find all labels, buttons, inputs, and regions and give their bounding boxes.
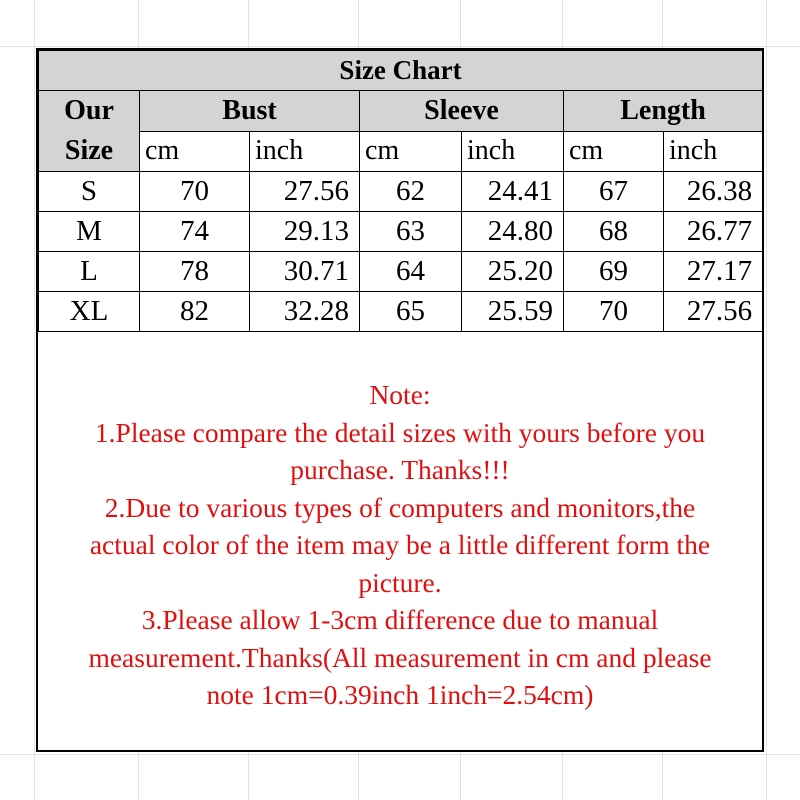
bust-inch-cell: 29.13 <box>250 212 360 252</box>
size-cell: L <box>39 252 140 292</box>
table-row <box>39 292 763 332</box>
our-size-header <box>39 91 140 172</box>
unit-cm: cm <box>564 131 664 172</box>
note-line: 1.Please compare the detail sizes with yours before you <box>94 416 706 448</box>
length-cm-cell: 68 <box>564 212 664 252</box>
length-inch-cell: 27.56 <box>664 292 763 332</box>
unit-inch: inch <box>250 131 360 172</box>
length-header: Length <box>564 91 763 132</box>
bust-inch-cell: 32.28 <box>250 292 360 332</box>
note-heading: Note: <box>369 379 431 410</box>
bust-cm-cell: 78 <box>140 252 250 292</box>
sleeve-inch-cell: 24.41 <box>462 172 564 212</box>
our-size-label: Our Size <box>64 95 114 166</box>
length-cm-cell: 67 <box>564 172 664 212</box>
note-line: actual color of the item may be a little different form the <box>89 529 711 560</box>
bust-cm-cell: 82 <box>140 292 250 332</box>
sleeve-cm-cell: 63 <box>360 212 462 252</box>
notes-block <box>38 331 762 714</box>
gridline <box>0 754 800 755</box>
note-line: measurement.Thanks(All measurement in cm and please <box>88 641 712 673</box>
bust-cm-cell: 74 <box>140 212 250 252</box>
length-inch-cell: 27.17 <box>664 252 763 292</box>
table-title: Size Chart <box>39 51 763 91</box>
sleeve-cm-cell: 65 <box>360 292 462 332</box>
size-cell: XL <box>39 292 140 332</box>
sleeve-inch-cell: 25.59 <box>462 292 564 332</box>
bust-header: Bust <box>140 91 360 132</box>
unit-cm: cm <box>360 131 462 172</box>
bust-cm-cell: 70 <box>140 172 250 212</box>
note-line: picture. <box>358 566 442 598</box>
unit-cm: cm <box>140 131 250 172</box>
sleeve-cm-cell: 62 <box>360 172 462 212</box>
sleeve-inch-cell: 25.20 <box>462 252 564 292</box>
table-row <box>39 172 763 212</box>
bust-inch-cell: 27.56 <box>250 172 360 212</box>
size-cell: M <box>39 212 140 252</box>
length-cm-cell: 69 <box>564 252 664 292</box>
note-line: 3.Please allow 1-3cm difference due to manual <box>141 604 659 635</box>
bust-inch-cell: 30.71 <box>250 252 360 292</box>
length-cm-cell: 70 <box>564 292 664 332</box>
note-line: purchase. Thanks!!! <box>290 454 510 485</box>
gridline <box>766 0 767 800</box>
size-chart-sheet <box>36 48 764 752</box>
table-row <box>39 252 763 292</box>
sleeve-header: Sleeve <box>360 91 564 132</box>
size-cell: S <box>39 172 140 212</box>
note-line: 2.Due to various types of computers and monitors,the <box>104 491 696 523</box>
table-row <box>39 212 763 252</box>
unit-inch: inch <box>664 131 763 172</box>
size-table <box>38 50 763 332</box>
note-line: note 1cm=0.39inch 1inch=2.54cm) <box>206 679 594 710</box>
sleeve-cm-cell: 64 <box>360 252 462 292</box>
unit-inch: inch <box>462 131 564 172</box>
sleeve-inch-cell: 24.80 <box>462 212 564 252</box>
gridline <box>34 0 35 800</box>
gridline <box>0 46 800 47</box>
length-inch-cell: 26.77 <box>664 212 763 252</box>
length-inch-cell: 26.38 <box>664 172 763 212</box>
